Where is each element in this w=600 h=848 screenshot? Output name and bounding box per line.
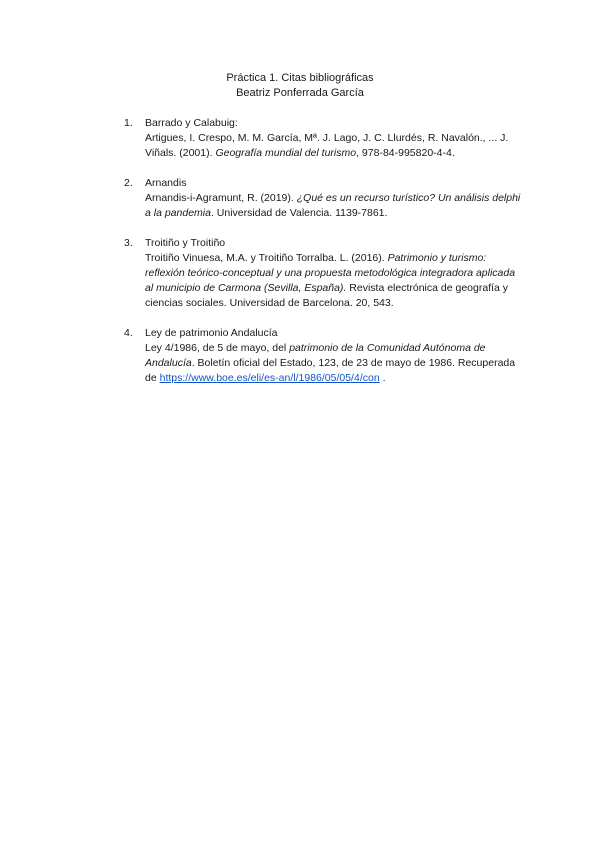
citation-title: ¿Qué es un recurso turístico? Un análisis delphi a la pandemia (145, 192, 521, 219)
reference-number: 3. (124, 237, 133, 249)
reference-item (124, 176, 524, 221)
reference-list (124, 116, 524, 401)
reference-heading: Arnandis (145, 177, 187, 189)
reference-number: 4. (124, 327, 133, 339)
reference-citation (145, 341, 524, 386)
citation-text-mid: . Boletín oficial del Estado, 123, de 23 de mayo de 1986. Recuperada de (145, 357, 516, 384)
reference-item (124, 236, 524, 311)
citation-title: patrimonio de la Comunidad Autónoma de Andalucía (145, 342, 486, 369)
reference-number: 1. (124, 117, 133, 129)
citation-text-end: . Universidad de Valencia. 1139-7861. (210, 207, 388, 219)
citation-title: Patrimonio y turismo: reflexión teórico-conceptual y una propuesta metodológica integradora aplicada al municipio de Carmona (Sevilla, España). (145, 252, 516, 294)
citation-text-end: Revista electrónica de geografía y ciencias sociales. Universidad de Barcelona. 20, 543. (145, 282, 509, 309)
citation-text-end: , 978-84-995820-4-4. (356, 147, 455, 159)
reference-citation (145, 251, 524, 311)
source-link[interactable]: https://www.boe.es/eli/es-an/l/1986/05/05/4/con (159, 372, 380, 384)
citation-text: Arnandis-i-Agramunt, R. (2019). (145, 192, 297, 204)
reference-number: 2. (124, 177, 133, 189)
reference-citation (145, 191, 524, 221)
document-header (0, 71, 600, 101)
document-author: Beatriz Ponferrada García (236, 87, 364, 99)
reference-heading: Troitiño y Troitiño (145, 237, 226, 249)
citation-title: Geografía mundial del turismo (215, 147, 357, 159)
reference-heading: Barrado y Calabuig: (145, 117, 238, 129)
reference-citation (145, 131, 524, 161)
reference-item (124, 326, 524, 386)
citation-text: Troitiño Vinuesa, M.A. y Troitiño Torralba. L. (2016). (145, 252, 388, 264)
document-title: Práctica 1. Citas bibliográficas (226, 72, 374, 84)
citation-text: Artigues, I. Crespo, M. M. García, Mª. J. Lago, J. C. Llurdés, R. Navalón., ... J. Viñals. (2001). (145, 132, 509, 159)
reference-heading: Ley de patrimonio Andalucía (145, 327, 278, 339)
citation-text: Ley 4/1986, de 5 de mayo, del (145, 342, 290, 354)
citation-text-end: . (379, 372, 386, 384)
reference-item (124, 116, 524, 161)
